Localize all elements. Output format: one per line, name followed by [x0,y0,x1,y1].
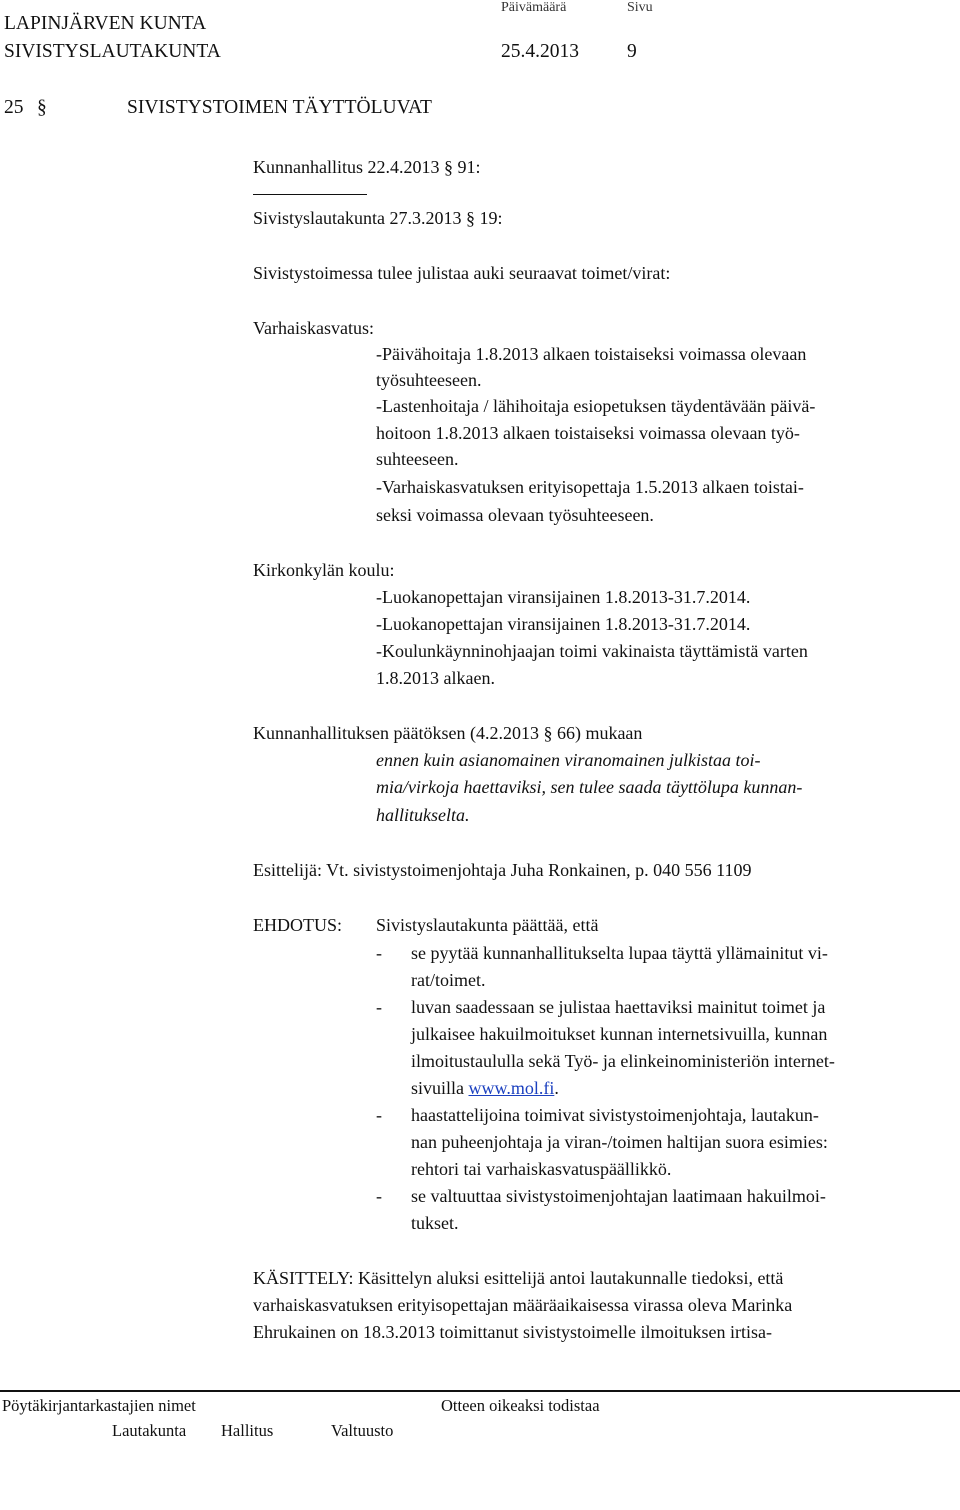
varhaiskasvatus-line: hoitoon 1.8.2013 alkaen toistaiseksi voimassa olevaan työ- [376,423,800,443]
bullet-line: se valtuuttaa sivistystoimenjohtajan laatimaan hakuilmoi- [411,1186,826,1206]
bullet-line: julkaisee hakuilmoitukset kunnan internetsivuilla, kunnan [411,1024,828,1044]
bullet-line: luvan saadessaan se julistaa haettaviksi mainitut toimet ja [411,997,826,1017]
kasittely-line: KÄSITTELY: Käsittelyn aluksi esittelijä antoi lautakunnalle tiedoksi, että [253,1268,784,1288]
varhaiskasvatus-line: -Päivähoitaja 1.8.2013 alkaen toistaiseksi voimassa olevaan [376,344,807,364]
section-title: SIVISTYSTOIMEN TÄYTTÖLUVAT [127,97,432,118]
ref-kunnanhallitus: Kunnanhallitus 22.4.2013 § 91: [253,157,481,177]
bullet-line: rat/toimet. [411,970,486,990]
page-label: Sivu [627,0,653,15]
bullet-line: haastattelijoina toimivat sivistystoimenjohtaja, lautakun- [411,1105,819,1125]
koulu-heading: Kirkonkylän koulu: [253,560,395,580]
bullet-link-suffix: . [554,1078,559,1098]
footer-lautakunta: Lautakunta [112,1421,187,1440]
presenter-line: Esittelijä: Vt. sivistystoimenjohtaja Juha Ronkainen, p. 040 556 1109 [253,860,752,880]
kh-decision-line: ennen kuin asianomainen viranomainen julkistaa toi- [376,750,761,770]
bullet-line-with-link [411,1075,559,1101]
intro-text: Sivistystoimessa tulee julistaa auki seuraavat toimet/virat: [253,263,671,283]
kasittely-line: Ehrukainen on 18.3.2013 toimittanut sivistystoimelle ilmoituksen irtisa- [253,1322,772,1342]
bullet-dash: - [376,997,382,1017]
varhaiskasvatus-line: työsuhteeseen. [376,370,482,390]
varhaiskasvatus-line: -Varhaiskasvatuksen erityisopettaja 1.5.2013 alkaen toistai- [376,477,804,497]
footer-hallitus: Hallitus [221,1421,274,1440]
ehdotus-label: EHDOTUS: [253,915,342,935]
bullet-line: ilmoitustaululla sekä Työ- ja elinkeinoministeriön internet- [411,1051,835,1071]
footer-valtuusto: Valtuusto [331,1421,394,1440]
kh-decision-line: mia/virkoja haettaviksi, sen tulee saada täyttölupa kunnan- [376,777,803,797]
footer-divider [0,1390,960,1392]
bullet-line: rehtori tai varhaiskasvatuspäällikkö. [411,1159,672,1179]
ref-sivistyslautakunta: Sivistyslautakunta 27.3.2013 § 19: [253,208,503,228]
bullet-dash: - [376,1186,382,1206]
kh-decision-heading: Kunnanhallituksen päätöksen (4.2.2013 § 66) mukaan [253,723,643,743]
varhaiskasvatus-heading: Varhaiskasvatus: [253,318,374,338]
bullet-dash: - [376,943,382,963]
mol-fi-link[interactable]: www.mol.fi [468,1078,555,1098]
org-name: LAPINJÄRVEN KUNTA [4,13,207,34]
ehdotus-lead: Sivistyslautakunta päättää, että [376,915,599,935]
koulu-line: -Luokanopettajan viransijainen 1.8.2013-31.7.2014. [376,614,751,634]
paragraph-sign: § [37,97,47,118]
footer-checkers-label: Pöytäkirjantarkastajien nimet [2,1396,196,1415]
bullet-line: se pyytää kunnanhallitukselta lupaa täyttä yllämainitut vi- [411,943,828,963]
board-name: SIVISTYSLAUTAKUNTA [4,41,221,62]
footer-certify-label: Otteen oikeaksi todistaa [441,1396,600,1415]
date-label: Päivämäärä [501,0,567,15]
kasittely-line: varhaiskasvatuksen erityisopettajan määräaikaisessa virassa oleva Marinka [253,1295,793,1315]
kh-decision-line: hallitukselta. [376,805,470,825]
varhaiskasvatus-line: seksi voimassa olevaan työsuhteeseen. [376,505,654,525]
ref-divider [253,194,367,195]
varhaiskasvatus-line: -Lastenhoitaja / lähihoitaja esiopetuksen täydentävään päivä- [376,396,816,416]
varhaiskasvatus-line: suhteeseen. [376,449,459,469]
bullet-line: nan puheenjohtaja ja viran-/toimen haltijan suora esimies: [411,1132,828,1152]
koulu-line: -Luokanopettajan viransijainen 1.8.2013-31.7.2014. [376,587,751,607]
koulu-line: 1.8.2013 alkaen. [376,668,495,688]
bullet-link-prefix: sivuilla [411,1078,469,1098]
koulu-line: -Koulunkäynninohjaajan toimi vakinaista täyttämistä varten [376,641,808,661]
page-number: 9 [627,41,637,62]
section-number: 25 [4,97,24,118]
meeting-date: 25.4.2013 [501,41,579,62]
bullet-dash: - [376,1105,382,1125]
bullet-line: tukset. [411,1213,459,1233]
